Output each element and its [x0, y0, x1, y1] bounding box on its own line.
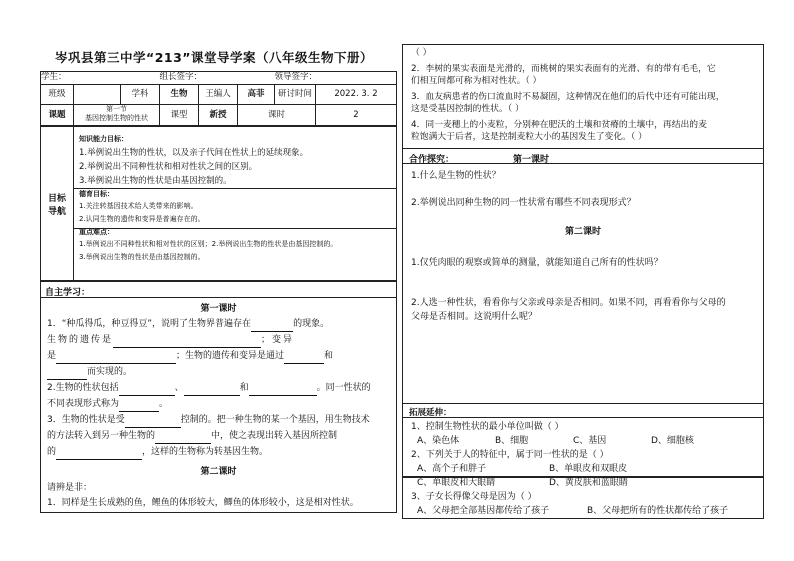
practice-q2-b[interactable]: B、单眼皮和双眼皮	[549, 464, 628, 474]
q2-blank-2[interactable]	[56, 354, 176, 364]
q4-text-d: 中，使之表现出转入基因所控制	[211, 431, 338, 441]
q3-blank-3[interactable]	[249, 386, 317, 396]
practice-content	[411, 420, 761, 519]
q4-text-c: 的方法转入到另一种生物的	[47, 431, 156, 441]
self-study-text	[47, 316, 393, 460]
lead-sign-label: 领导签字：	[274, 72, 318, 82]
q2-blank-3[interactable]	[284, 354, 324, 364]
q1-text-a: 1．“种瓜得瓜，种豆得豆”，说明了生物界普遍存在	[47, 319, 252, 329]
knowledge-1: 1.举例说出生物的性状，以及亲子代间在性状上的延续现象。	[79, 148, 309, 158]
goals-box	[40, 126, 397, 281]
practice-divider	[403, 417, 763, 418]
practice-q1-b[interactable]: B、细胞	[495, 436, 529, 446]
q2-text-a: 生物的遗传是	[47, 335, 114, 345]
student-label: 学生：	[41, 72, 67, 82]
moral-1: 1.关注转基因技术给人类带来的影响。	[79, 202, 198, 210]
knowledge-2: 2.举例说出不同种性状和相对性状之间的区别。	[79, 162, 258, 172]
q4-text-b: 控制的。把一种生物的某一个基因，用生物技术	[180, 415, 370, 425]
practice-q3-a[interactable]: A、父母把全部基因都传给了孩子	[417, 506, 550, 516]
q3-text-e: 不同表现形式称为	[47, 399, 120, 409]
lesson-label: 课题	[41, 105, 74, 126]
r2a-text: 2．李树的果实表面是光滑的，而桃树的果实表面有的光滑、有的带有毛毛，它	[411, 63, 716, 74]
practice-q2-a[interactable]: A、高个子和胖子	[417, 464, 487, 474]
q4-blank-3[interactable]	[56, 450, 142, 460]
r4a-text: 4．同一麦穗上的小麦粒，分别种在肥沃的土壤和贫瘠的土壤中，再结出的麦	[411, 119, 707, 130]
practice-box-main	[402, 403, 764, 519]
q3-text-d: 。同一性状的	[316, 383, 371, 393]
explore-q4a: 2.人选一种性状，看看你与父亲或母亲是否相同。如果不同，再看看你与父母的	[411, 298, 726, 308]
r3a-text: 3．血友病患者的伤口流血时不易凝固，这种情况在他们的后代中还有可能出现，	[411, 91, 725, 102]
self-study-box	[40, 281, 397, 513]
moral-title: 德育目标：	[79, 190, 114, 198]
q3-text-a: 2.生物的性状包括	[47, 383, 119, 393]
q2-text-c: 是	[47, 351, 57, 361]
type-value: 新授	[199, 105, 238, 126]
q3-blank-4[interactable]	[119, 402, 159, 412]
leader-sign-cell	[160, 72, 275, 85]
subject-value: 生物	[160, 85, 199, 105]
focus-1: 1.举例说出不同种性状和相对性状的区别；2.举例说出生物的性状是由基因控制的。	[79, 240, 338, 248]
goals-content	[79, 132, 395, 264]
explore-divider	[403, 163, 763, 164]
goals-label: 目标导航	[41, 127, 74, 280]
type-label: 课型	[160, 105, 199, 126]
practice-q1-a[interactable]: A、染色体	[417, 436, 460, 446]
practice-q2-c[interactable]: C、单眼皮和大眼睛	[417, 478, 496, 488]
r0-text: （ ）	[411, 48, 432, 58]
goals-divider-1	[73, 188, 396, 189]
explore-lesson1: 第一课时	[513, 155, 550, 165]
focus-title: 重点难点：	[79, 228, 114, 236]
lesson1-heading: 第一课时	[200, 304, 237, 314]
subject-label: 学科	[121, 85, 160, 105]
practice-label: 拓展延伸：	[409, 408, 452, 418]
q3-text-c: 和	[239, 383, 249, 393]
r3b-text: 这是受基因控制的性状。（ ）	[411, 104, 524, 114]
judge-1: 1．同样是生长成熟的鱼，鲤鱼的体形较大，鲫鱼的体形较小，这是相对性状。	[47, 498, 359, 508]
practice-q2-d[interactable]: D、黄皮肤和蓝眼睛	[549, 478, 628, 488]
q2-text-e: 和	[324, 351, 334, 361]
explore-lesson2: 第二课时	[564, 227, 601, 237]
practice-q1-c[interactable]: C、基因	[573, 436, 607, 446]
explore-q1: 1.什么是生物的性状？	[411, 171, 501, 181]
q2-blank-1[interactable]	[113, 338, 261, 348]
self-study-divider	[41, 297, 396, 298]
explore-q2: 2.举例说出同种生物的同一性状常有哪些不同表现形式？	[411, 198, 636, 208]
lesson-section: 第一节	[106, 105, 127, 113]
q4-text-e: 的	[47, 447, 57, 457]
knowledge-3: 3.举例说出生物的性状是由基因控制的。	[79, 176, 232, 186]
q4-text-a: 3．生物的性状是受	[47, 415, 125, 425]
lesson2-heading: 第二课时	[200, 467, 237, 477]
q1-blank[interactable]	[251, 322, 293, 332]
q3-blank-1[interactable]	[119, 386, 175, 396]
class-value	[74, 85, 121, 105]
explore-q4b: 父母是否相同。这说明什么呢？	[411, 312, 538, 322]
leader-sign-label: 组长签字：	[159, 72, 203, 82]
editor-value: 高菲	[238, 85, 275, 105]
right-top-text	[411, 47, 761, 144]
student-cell	[41, 72, 160, 85]
r2b-text: 们相互间都可称为相对性状。（ ）	[411, 76, 542, 86]
r4b-text: 粒饱满大于后者，这是控制麦粒大小的基因发生了变化。（ ）	[411, 132, 647, 142]
right-top-box	[402, 44, 764, 149]
q4-text-f: ，这样的生物称为转基因生物。	[142, 447, 269, 457]
q2-blank-4[interactable]	[47, 370, 87, 380]
practice-q1: 1、控制生物性状的最小单位叫做（ ）	[411, 422, 564, 432]
hours-value: 2	[316, 105, 397, 126]
lesson-cell	[74, 105, 160, 126]
editor-label: 王编人	[199, 85, 238, 105]
q2-text-b: ；变异	[261, 335, 295, 345]
date-label: 研讨时间	[275, 85, 316, 105]
q3-blank-2[interactable]	[184, 386, 240, 396]
explore-label: 合作探究：	[409, 155, 455, 165]
practice-q3: 3、子女长得像父母是因为（ ）	[411, 492, 537, 502]
q4-blank-1[interactable]	[125, 418, 181, 428]
practice-q1-d[interactable]: D、细胞核	[651, 436, 694, 446]
self-study-label: 自主学习：	[45, 288, 91, 298]
lesson-name: 基因控制生物的性状	[85, 113, 148, 122]
explore-q3: 1.仅凭肉眼的观察或简单的测量，就能知道自己所有的性状吗？	[411, 258, 663, 268]
focus-2: 3.举例说出生物的性状是由基因控制的。	[79, 253, 205, 261]
q1-text-b: 的现象。	[293, 319, 330, 329]
goals-divider-2	[73, 228, 396, 229]
practice-q2: 2、下列关于人的特征中，属于同一性状的是（ ）	[411, 450, 609, 460]
moral-2: 2.认同生物的遗传和变异是普遍存在的。	[79, 215, 205, 223]
q3-text-f: 。	[159, 399, 169, 409]
lead-sign-cell	[275, 72, 397, 85]
hours-label: 课时	[238, 105, 316, 126]
q2-text-f: 而实现的。	[87, 367, 133, 377]
class-label: 班级	[41, 85, 74, 105]
practice-q3-b[interactable]: B、父母把所有的性状都传给了孩子	[587, 506, 729, 516]
q2-text-d: ；生物的遗传和变异是通过	[176, 351, 285, 361]
knowledge-title: 知识能力目标：	[79, 135, 128, 143]
date-value: 2022. 3. 2	[316, 85, 397, 105]
q4-blank-2[interactable]	[155, 434, 211, 444]
left-header-table	[40, 71, 397, 126]
q3-text-b: 、	[174, 383, 184, 393]
judge-label: 请辨是非：	[47, 483, 93, 493]
page-title: 岑巩县第三中学“213”课堂导学案（八年级生物下册）	[55, 50, 374, 65]
